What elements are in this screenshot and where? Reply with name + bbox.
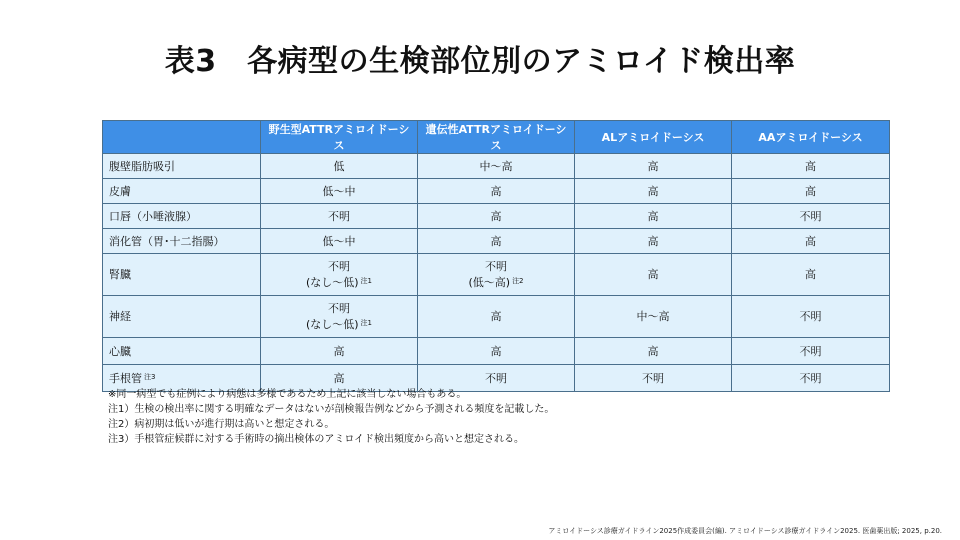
cell-text: 高 <box>647 268 659 281</box>
cell-text: 不明 <box>799 371 822 385</box>
cell-biopsy-site <box>103 204 261 229</box>
cell-aa <box>732 229 890 254</box>
note-marker: 注1 <box>360 277 373 285</box>
cell-text: 皮膚 <box>109 184 131 198</box>
cell-hereditary-attr <box>418 154 575 179</box>
cell-aa <box>732 154 890 179</box>
cell-text: 手根管 <box>109 372 142 385</box>
footnote: ※同一病型でも症例により病態は多様であるため上記に該当しない場合もある。 <box>108 389 467 400</box>
cell-al <box>575 204 732 229</box>
table-row <box>103 296 890 338</box>
cell-hereditary-attr <box>418 204 575 229</box>
cell-text: 不明 <box>799 310 822 323</box>
cell-text: 低 <box>333 159 345 173</box>
cell-text: 高 <box>647 184 659 198</box>
table-row <box>103 254 890 296</box>
header-cell-al: ALアミロイドーシス <box>575 121 732 154</box>
table-row <box>103 229 890 254</box>
footnotes <box>108 387 554 447</box>
table-body <box>103 154 890 392</box>
cell-text: 中～高 <box>479 159 513 173</box>
note-marker: 注2 <box>512 277 524 285</box>
cell-biopsy-site <box>103 296 261 338</box>
note-marker: 注3 <box>144 373 156 381</box>
cell-hereditary-attr <box>418 296 575 338</box>
table-row <box>103 204 890 229</box>
cell-aa <box>732 179 890 204</box>
cell-text: 高 <box>805 159 816 173</box>
cell-al <box>575 296 732 338</box>
cell-text: 高 <box>647 234 659 248</box>
table-row <box>103 154 890 179</box>
cell-text: 腹壁脂肪吸引 <box>109 159 175 173</box>
detection-rate-table <box>102 120 890 392</box>
cell-text: 高 <box>647 344 659 358</box>
cell-text: 高 <box>333 344 345 358</box>
cell-aa <box>732 296 890 338</box>
cell-text: 高 <box>805 184 816 198</box>
cell-al <box>575 179 732 204</box>
cell-hereditary-attr <box>418 254 575 296</box>
cell-text: 不明 <box>328 302 350 315</box>
cell-hereditary-attr <box>418 229 575 254</box>
cell-al <box>575 254 732 296</box>
cell-text: 不明 <box>799 344 822 358</box>
cell-text: 高 <box>647 209 659 223</box>
cell-wild-type-attr <box>261 179 418 204</box>
cell-text: 高 <box>647 159 659 173</box>
cell-biopsy-site <box>103 154 261 179</box>
footnote: 注3）手根管症候群に対する手術時の摘出検体のアミロイド検出頻度から高いと想定される。 <box>108 434 525 445</box>
cell-al <box>575 154 732 179</box>
note-marker: 注1 <box>360 319 373 327</box>
cell-wild-type-attr <box>261 154 418 179</box>
cell-wild-type-attr <box>261 338 418 365</box>
cell-text: 不明 <box>485 371 507 385</box>
page-title: 表3 各病型の生検部位別のアミロイド検出率 <box>164 44 796 79</box>
cell-text: 神経 <box>109 310 131 323</box>
cell-biopsy-site <box>103 254 261 296</box>
cell-wild-type-attr <box>261 204 418 229</box>
cell-text: 不明 <box>485 260 507 273</box>
cell-text: 高 <box>805 268 816 281</box>
cell-biopsy-site <box>103 179 261 204</box>
cell-text: 高 <box>490 234 502 248</box>
cell-aa <box>732 254 890 296</box>
cell-subtext: (なし～低) <box>305 318 359 331</box>
cell-text: 高 <box>490 310 502 323</box>
header-cell-wild-type-attr: 野生型ATTRアミロイドーシス <box>261 121 418 154</box>
table-row <box>103 338 890 365</box>
cell-text: 高 <box>490 209 502 223</box>
table-row <box>103 179 890 204</box>
citation: アミロイドーシス診療ガイドライン2025作成委員会(編). アミロイドーシス診療ガイドライン2025. 医歯薬出版; 2025, p.20. <box>548 527 942 535</box>
cell-text: 消化管（胃･十二指腸） <box>109 234 225 248</box>
cell-text: 不明 <box>328 260 350 273</box>
cell-text: 高 <box>333 371 345 385</box>
footnote: 注2）病初期は低いが進行期は高いと想定される。 <box>108 419 335 430</box>
header-cell-hereditary-attr: 遺伝性ATTRアミロイドーシス <box>418 121 575 154</box>
cell-aa <box>732 204 890 229</box>
cell-text: 高 <box>490 344 502 358</box>
header-cell-site <box>103 121 261 154</box>
cell-text: 低～中 <box>322 234 356 248</box>
cell-biopsy-site <box>103 229 261 254</box>
table-header-row <box>103 121 890 154</box>
cell-al <box>575 229 732 254</box>
cell-aa <box>732 365 890 392</box>
cell-hereditary-attr <box>418 338 575 365</box>
cell-text: 低～中 <box>322 184 356 198</box>
cell-al <box>575 365 732 392</box>
cell-text: 高 <box>490 184 502 198</box>
cell-wild-type-attr <box>261 229 418 254</box>
cell-wild-type-attr <box>261 296 418 338</box>
cell-biopsy-site <box>103 338 261 365</box>
cell-subtext: (なし～低) <box>305 276 359 289</box>
cell-al <box>575 338 732 365</box>
cell-text: 高 <box>805 234 816 248</box>
cell-subtext: (低～高) <box>468 276 511 289</box>
cell-aa <box>732 338 890 365</box>
cell-wild-type-attr <box>261 254 418 296</box>
cell-text: 心臓 <box>109 344 131 358</box>
cell-text: 口唇（小唾液腺） <box>109 209 197 223</box>
cell-hereditary-attr <box>418 179 575 204</box>
footnote: 注1）生検の検出率に関する明確なデータはないが剖検報告例などから予測される頻度を記載した。 <box>108 404 555 415</box>
header-cell-aa: AAアミロイドーシス <box>732 121 890 154</box>
cell-text: 不明 <box>328 209 350 223</box>
cell-text: 中～高 <box>636 310 670 323</box>
cell-text: 不明 <box>799 209 822 223</box>
cell-text: 不明 <box>642 371 664 385</box>
cell-text: 腎臓 <box>109 268 131 281</box>
